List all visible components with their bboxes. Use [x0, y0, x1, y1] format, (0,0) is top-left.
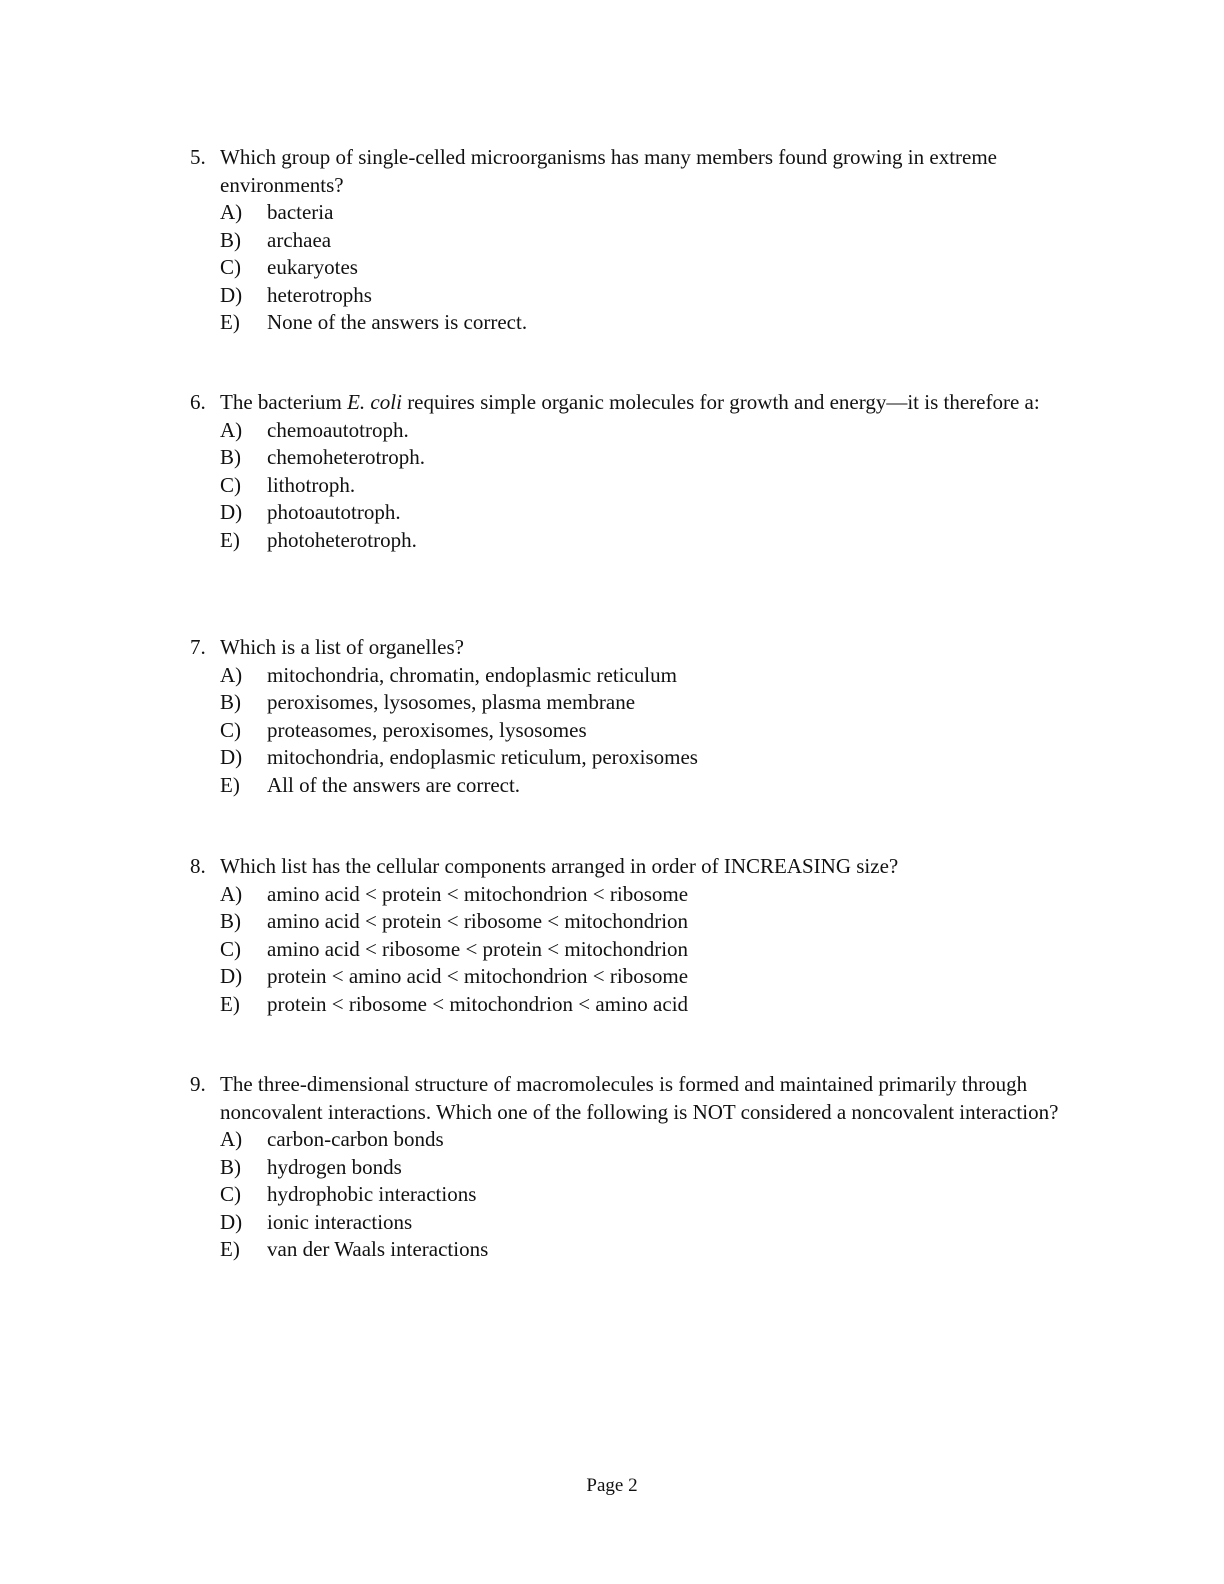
answer-option-b	[190, 689, 1070, 717]
answer-option-c	[190, 1181, 1070, 1209]
option-letter: B)	[220, 690, 241, 714]
question-text: The three-dimensional structure of macromolecules is formed and maintained primarily through noncovalent interactions. Which one of the following is NOT considered a noncovalent interaction?	[220, 1072, 1059, 1124]
answer-option-e	[190, 991, 1070, 1019]
answer-option-a	[190, 881, 1070, 909]
answer-option-c	[190, 472, 1070, 500]
answer-option-c	[190, 936, 1070, 964]
answer-option-d	[190, 499, 1070, 527]
organism-name: E. coli	[347, 390, 402, 414]
question-5	[190, 144, 1070, 337]
option-letter: C)	[220, 717, 241, 742]
option-letter: C)	[220, 472, 241, 497]
question-number: 9.	[190, 1072, 206, 1096]
option-text: lithotroph.	[267, 472, 356, 497]
question-8	[190, 853, 1070, 1018]
option-letter: E)	[220, 1237, 240, 1261]
option-letter: D)	[220, 745, 243, 769]
option-letter: A)	[220, 417, 243, 442]
answer-option-e	[190, 527, 1070, 555]
option-text: archaea	[267, 227, 332, 252]
option-text: photoautotroph.	[267, 500, 401, 524]
option-letter: B)	[220, 909, 241, 933]
option-text: hydrogen bonds	[267, 1154, 402, 1179]
question-stem	[190, 634, 1070, 662]
option-letter: E)	[220, 991, 240, 1016]
answer-option-b	[190, 227, 1070, 255]
option-letter: A)	[220, 881, 243, 906]
option-text: photoheterotroph.	[267, 527, 417, 552]
option-text: None of the answers is correct.	[267, 310, 528, 334]
option-text: All of the answers are correct.	[267, 772, 521, 797]
question-6	[190, 389, 1070, 554]
question-number: 7.	[190, 635, 206, 659]
option-text: chemoautotroph.	[267, 417, 409, 442]
answer-option-d	[190, 963, 1070, 991]
question-text	[220, 389, 1070, 417]
answer-option-e	[190, 1236, 1070, 1264]
answer-option-a	[190, 1126, 1070, 1154]
option-letter: D)	[220, 500, 243, 524]
option-letter: C)	[220, 1182, 241, 1206]
answer-option-b	[190, 908, 1070, 936]
option-text: heterotrophs	[267, 282, 372, 307]
option-letter: E)	[220, 310, 240, 334]
option-letter: A)	[220, 200, 243, 224]
option-letter: E)	[220, 527, 240, 552]
option-text: peroxisomes, lysosomes, plasma membrane	[267, 690, 636, 714]
option-letter: E)	[220, 772, 240, 797]
question-text-start: The bacterium	[220, 390, 348, 414]
option-letter: B)	[220, 445, 241, 469]
option-text: protein < ribosome < mitochondrion < amino acid	[267, 991, 689, 1016]
option-letter: D)	[220, 282, 243, 307]
option-letter: C)	[220, 255, 241, 279]
answer-option-b	[190, 444, 1070, 472]
answer-option-b	[190, 1154, 1070, 1182]
question-text: Which group of single-celled microorganisms has many members found growing in extreme environments?	[220, 145, 997, 197]
answer-option-c	[190, 254, 1070, 282]
option-letter: D)	[220, 964, 243, 988]
option-letter: A)	[220, 1127, 243, 1151]
option-text: ionic interactions	[267, 1209, 413, 1234]
option-text: mitochondria, endoplasmic reticulum, peroxisomes	[267, 745, 698, 769]
question-7	[190, 634, 1070, 799]
question-stem	[190, 853, 1070, 881]
answer-option-d	[190, 1209, 1070, 1237]
option-text: amino acid < protein < mitochondrion < ribosome	[267, 881, 689, 906]
answer-option-a	[190, 199, 1070, 227]
answer-option-e	[190, 772, 1070, 800]
option-text: eukaryotes	[267, 255, 358, 279]
question-text: Which is a list of organelles?	[220, 635, 464, 659]
option-text: carbon-carbon bonds	[267, 1127, 444, 1151]
answer-option-d	[190, 744, 1070, 772]
answer-option-d	[190, 282, 1070, 310]
option-text: protein < amino acid < mitochondrion < ribosome	[267, 964, 689, 988]
option-letter: A)	[220, 662, 243, 687]
option-text: bacteria	[267, 200, 334, 224]
answer-option-a	[190, 662, 1070, 690]
option-text: mitochondria, chromatin, endoplasmic reticulum	[267, 662, 677, 687]
question-stem	[190, 144, 1070, 199]
option-letter: B)	[220, 227, 241, 252]
question-number: 6.	[190, 390, 206, 414]
answer-option-e	[190, 309, 1070, 337]
question-number: 8.	[190, 854, 206, 878]
option-text: van der Waals interactions	[267, 1237, 489, 1261]
option-text: proteasomes, peroxisomes, lysosomes	[267, 717, 587, 742]
answer-option-c	[190, 717, 1070, 745]
question-text-end: requires simple organic molecules for growth and energy—it is therefore a:	[401, 390, 1040, 414]
question-number: 5.	[190, 145, 206, 169]
question-9	[190, 1071, 1070, 1264]
option-text: hydrophobic interactions	[267, 1182, 477, 1206]
option-letter: C)	[220, 936, 241, 961]
option-text: amino acid < ribosome < protein < mitochondrion	[267, 936, 689, 961]
option-text: amino acid < protein < ribosome < mitochondrion	[267, 909, 689, 933]
question-text: Which list has the cellular components arranged in order of INCREASING size?	[220, 854, 899, 878]
option-letter: D)	[220, 1209, 243, 1234]
question-stem	[190, 389, 1070, 417]
answer-option-a	[190, 417, 1070, 445]
question-stem	[190, 1071, 1070, 1126]
page-number: Page 2	[586, 1475, 638, 1496]
option-text: chemoheterotroph.	[267, 445, 426, 469]
option-letter: B)	[220, 1154, 241, 1179]
